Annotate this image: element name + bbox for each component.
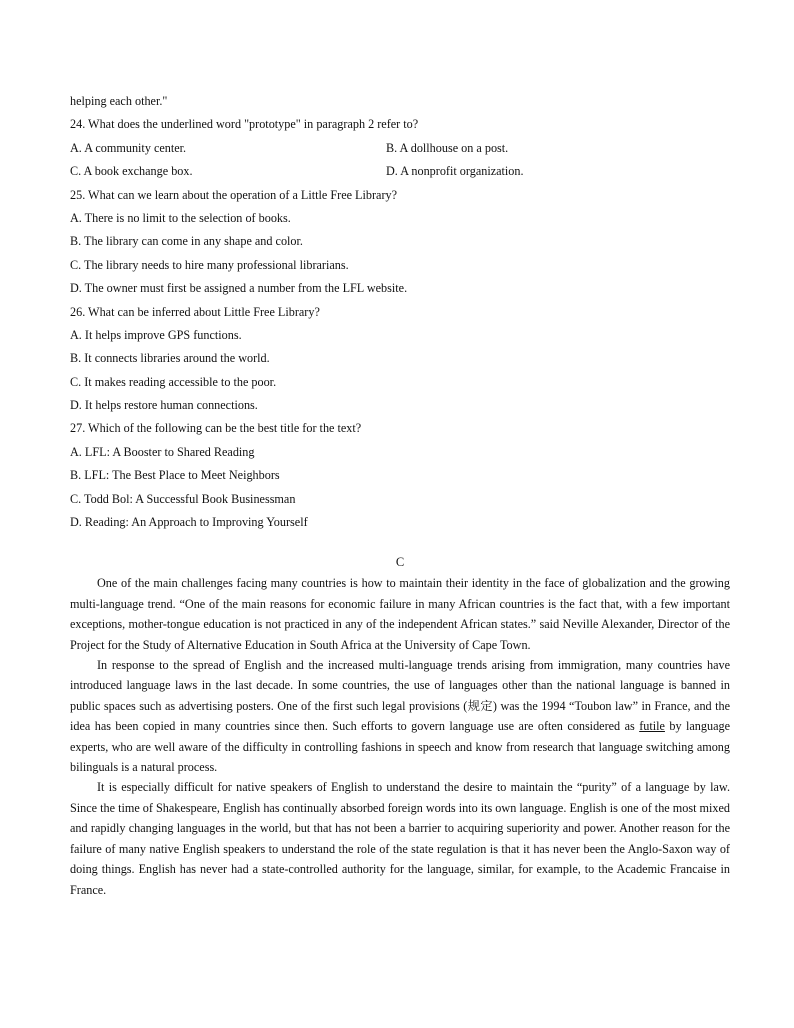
question-26-option-b: B. It connects libraries around the world. <box>70 351 270 366</box>
paragraph-2-text-start: In response to the spread of English and the increased multi-language trends arising from immigration, many countries have introduced language laws in the last decade. In some countries, the use of languages other than the national language is banned in public spaces such as advertising posters. One of the first such legal provisions (规定) was the 1994 “Toubon law” in France, and the idea has been copied in many countries since then. Such efforts to govern language use are often considered as <box>70 658 730 734</box>
question-24-option-a: A. A community center. <box>70 140 187 155</box>
passage-label: C <box>395 555 405 570</box>
continuation-line: helping each other." <box>70 94 168 108</box>
paragraph-2-text-end: by language experts, who are well aware of the difficulty in controlling fashions in speech and know from research that language switching among bilinguals is a natural process. <box>70 719 730 775</box>
question-24-options-row-2 <box>70 160 730 183</box>
section-gap <box>70 534 730 552</box>
question-27-option-d: D. Reading: An Approach to Improving Yourself <box>70 515 308 530</box>
question-25-option-d: D. The owner must first be assigned a number from the LFL website. <box>70 281 408 296</box>
underlined-word-futile: futile <box>639 719 665 734</box>
question-24-option-d: D. A nonprofit organization. <box>386 164 524 179</box>
question-25-stem: 25. What can we learn about the operation of a Little Free Library? <box>70 187 398 202</box>
question-26-option-d: D. It helps restore human connections. <box>70 398 258 413</box>
question-25-option-c: C. The library needs to hire many professional librarians. <box>70 257 349 272</box>
question-25-option-a: A. There is no limit to the selection of books. <box>70 210 291 225</box>
question-27-stem: 27. Which of the following can be the best title for the text? <box>70 421 362 436</box>
question-24-options-row-1 <box>70 137 730 160</box>
passage-paragraph-2 <box>70 655 730 777</box>
question-27-option-b: B. LFL: The Best Place to Meet Neighbors <box>70 468 280 483</box>
question-24-option-c: C. A book exchange box. <box>70 164 193 179</box>
question-25-option-b: B. The library can come in any shape and color. <box>70 234 303 249</box>
question-26-stem: 26. What can be inferred about Little Free Library? <box>70 304 320 319</box>
question-27-option-c: C. Todd Bol: A Successful Book Businessman <box>70 491 296 506</box>
question-26-option-c: C. It makes reading accessible to the poor. <box>70 374 277 389</box>
passage-paragraph-3: It is especially difficult for native speakers of English to understand the desire to maintain the “purity” of a language by law. Since the time of Shakespeare, English has continually absorbed foreign words into its own language. English is one of the most mixed and rapidly changing languages in the world, but that has not been a barrier to acquiring superiority and power. Another reason for the failure of many native English speakers to understand the role of the state regulation is that it has never been the Anglo-Saxon way of doing things. English has never had a state-controlled authority for the language, similar, for example, to the Academic Francaise in France. <box>70 780 730 897</box>
question-26-option-a: A. It helps improve GPS functions. <box>70 327 242 342</box>
document-page <box>70 90 730 900</box>
passage-paragraph-1: One of the main challenges facing many countries is how to maintain their identity in the face of globalization and the growing multi-language trend. “One of the main reasons for economic failure in many African countries is the fact that, with a few important exceptions, mother-tongue education is not practiced in any of the independent African states.” said Neville Alexander, Director of the Project for the Study of Alternative Education in South Africa at the University of Cape Town. <box>70 576 730 652</box>
question-24-option-b: B. A dollhouse on a post. <box>386 140 509 155</box>
question-27-option-a: A. LFL: A Booster to Shared Reading <box>70 444 255 459</box>
question-24-stem: 24. What does the underlined word "prototype" in paragraph 2 refer to? <box>70 117 419 132</box>
